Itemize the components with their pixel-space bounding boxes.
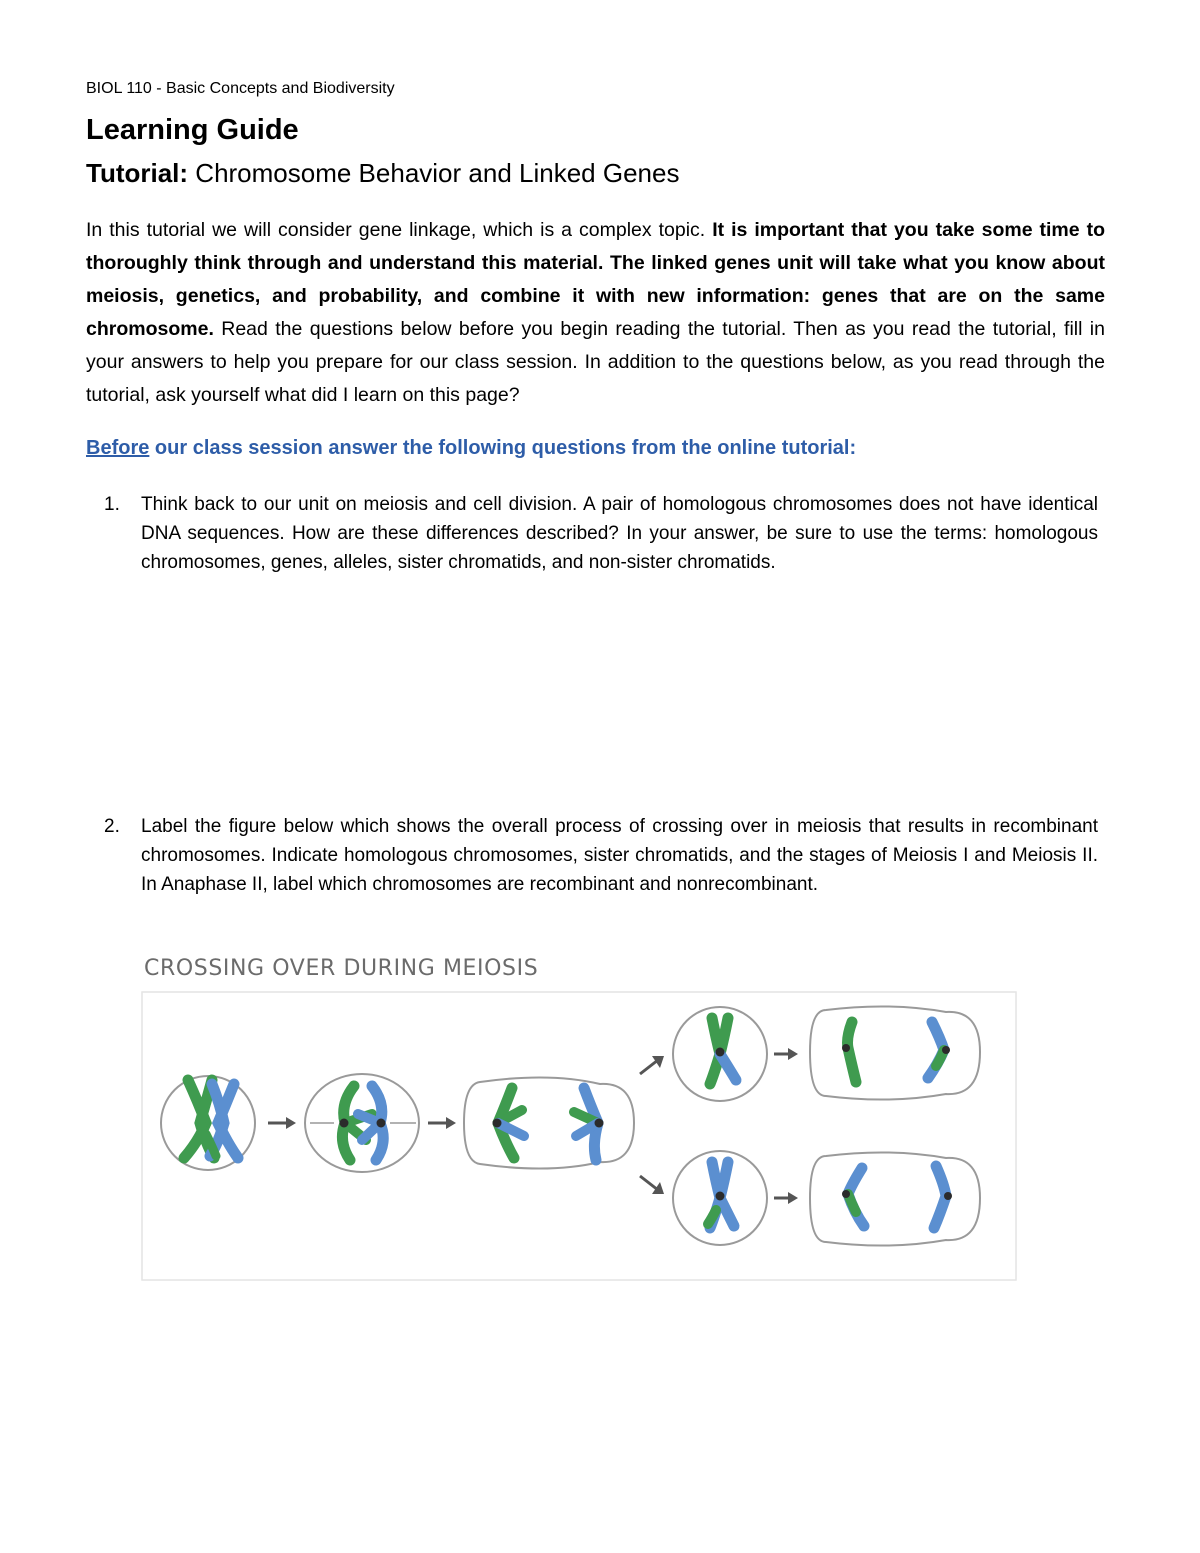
question-text: Label the figure below which shows the overall process of crossing over in meiosis that results in recombinant chromosomes. Indicate homologous chromosomes, sister chromatids, and the stages of Meiosis I and Meiosis II. In Anaphase II, label which chromosomes are recombinant and nonrecombinant.: [141, 816, 1098, 895]
instruction-heading: [86, 437, 856, 460]
question-number: 2.: [104, 816, 120, 837]
subtitle-text: Chromosome Behavior and Linked Genes: [188, 158, 680, 188]
figure-title: CROSSING OVER DURING MEIOSIS: [144, 956, 539, 981]
intro-text-2: Read the questions below before you begin reading the tutorial. Then as you read the tutorial, fill in your answers to help you prepare for our class session. In addition to the questions below, as you read through the tutorial, ask yourself what did I learn on this page?: [86, 318, 1105, 406]
arrow-up: [640, 1060, 658, 1074]
arrow-down: [640, 1176, 658, 1190]
intro-text-1: In this tutorial we will consider gene linkage, which is a complex topic.: [86, 219, 713, 241]
cell-anaphase-2-top: [810, 1006, 980, 1099]
question-number: 1.: [104, 494, 120, 515]
course-header: BIOL 110 - Basic Concepts and Biodiversity: [86, 80, 395, 97]
page-title: Learning Guide: [86, 114, 299, 146]
cell-anaphase-2-bottom: [810, 1152, 980, 1245]
cell-metaphase-2-top: [673, 1007, 767, 1101]
arrow-4-head: [788, 1192, 798, 1204]
intro-bold-text: It is important that you take some time to thoroughly think through and understand this material. The linked genes unit will take what you know about meiosis, genetics, and probability, and combine it with new information: genes that are on the same chromosome.: [86, 219, 1105, 340]
arrow-2-head: [446, 1117, 456, 1129]
instruction-underlined: Before: [86, 437, 150, 459]
crossing-over-figure: [140, 952, 1022, 1308]
cell-metaphase-1: [305, 1074, 419, 1172]
question-1: [104, 490, 1098, 577]
arrow-1-head: [286, 1117, 296, 1129]
question-2: [104, 812, 1098, 899]
instruction-text: our class session answer the following questions from the online tutorial:: [149, 437, 857, 459]
cell-anaphase-1: [464, 1077, 634, 1168]
cell-metaphase-2-bottom: [673, 1151, 767, 1245]
intro-paragraph: [86, 214, 1105, 412]
subtitle-label: Tutorial:: [86, 158, 189, 188]
question-text: Think back to our unit on meiosis and cell division. A pair of homologous chromosomes does not have identical DNA sequences. How are these differences described? In your answer, be sure to use the terms: homologous chromosomes, genes, alleles, sister chromatids, and non-sister chromatids.: [141, 494, 1098, 573]
arrow-3-head: [788, 1048, 798, 1060]
cell-prophase-1: [161, 1076, 255, 1170]
page-subtitle: [86, 158, 679, 189]
figure-diagram: [140, 952, 1022, 1308]
